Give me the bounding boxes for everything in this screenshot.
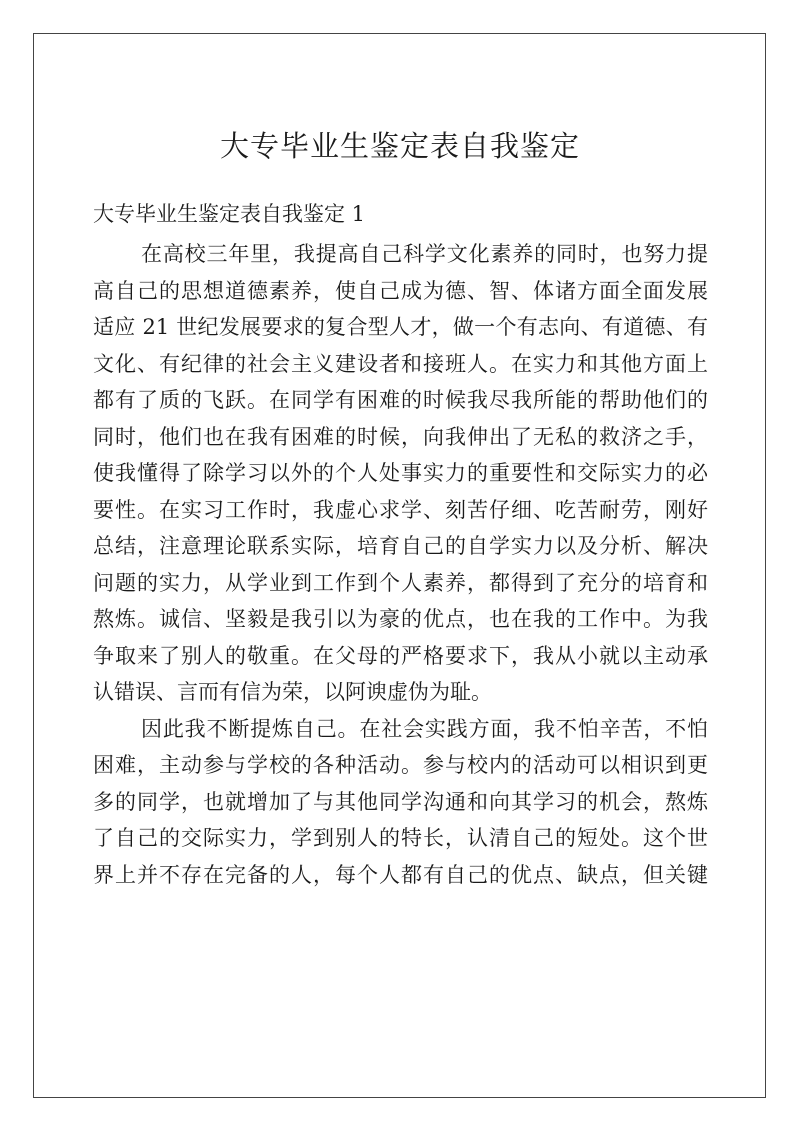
- section-heading: 大专毕业生鉴定表自我鉴定 1: [93, 202, 366, 226]
- text-line: 都有了质的飞跃。在同学有困难的时候我尽我所能的帮助他们的: [93, 388, 708, 412]
- document-body: [93, 236, 708, 893]
- text-line: 使我懂得了除学习以外的个人处事实力的重要性和交际实力的必: [93, 461, 708, 485]
- text-line: 熬炼。诚信、坚毅是我引以为豪的优点，也在我的工作中。为我: [93, 607, 708, 631]
- text-line: 在高校三年里，我提高自己科学文化素养的同时，也努力提: [141, 242, 708, 266]
- text-line: 总结，注意理论联系实际，培育自己的自学实力以及分析、解决: [93, 534, 708, 558]
- text-line: 要性。在实习工作时，我虚心求学、刻苦仔细、吃苦耐劳，刚好: [93, 497, 708, 522]
- text-line: 界上并不存在完备的人，每个人都有自己的优点、缺点，但关键: [93, 862, 708, 887]
- text-line: 困难，主动参与学校的各种活动。参与校内的活动可以相识到更: [93, 753, 708, 777]
- text-line: 高自己的思想道德素养，使自己成为德、智、体诸方面全面发展: [93, 278, 708, 303]
- text-line: 适应 21 世纪发展要求的复合型人才，做一个有志向、有道德、有: [93, 315, 708, 339]
- text-line: 问题的实力，从学业到工作到个人素养，都得到了充分的培育和: [93, 570, 708, 595]
- document-title: 大专毕业生鉴定表自我鉴定: [219, 129, 580, 163]
- paragraph-1: [93, 236, 708, 711]
- text-line: 多的同学，也就增加了与其他同学沟通和向其学习的机会，熬炼: [93, 789, 708, 814]
- text-line: 因此我不断提炼自己。在社会实践方面，我不怕辛苦，不怕: [141, 716, 708, 741]
- text-line: 认错误、言而有信为荣，以阿谀虚伪为耻。: [93, 680, 492, 704]
- text-line: 争取来了别人的敬重。在父母的严格要求下，我从小就以主动承: [93, 643, 708, 668]
- paragraph-2: [93, 711, 708, 894]
- text-line: 同时，他们也在我有困难的时候，向我伸出了无私的救济之手，: [93, 424, 708, 449]
- text-line: 了自己的交际实力，学到别人的特长，认清自己的短处。这个世: [93, 826, 708, 850]
- text-line: 文化、有纪律的社会主义建设者和接班人。在实力和其他方面上: [93, 351, 708, 376]
